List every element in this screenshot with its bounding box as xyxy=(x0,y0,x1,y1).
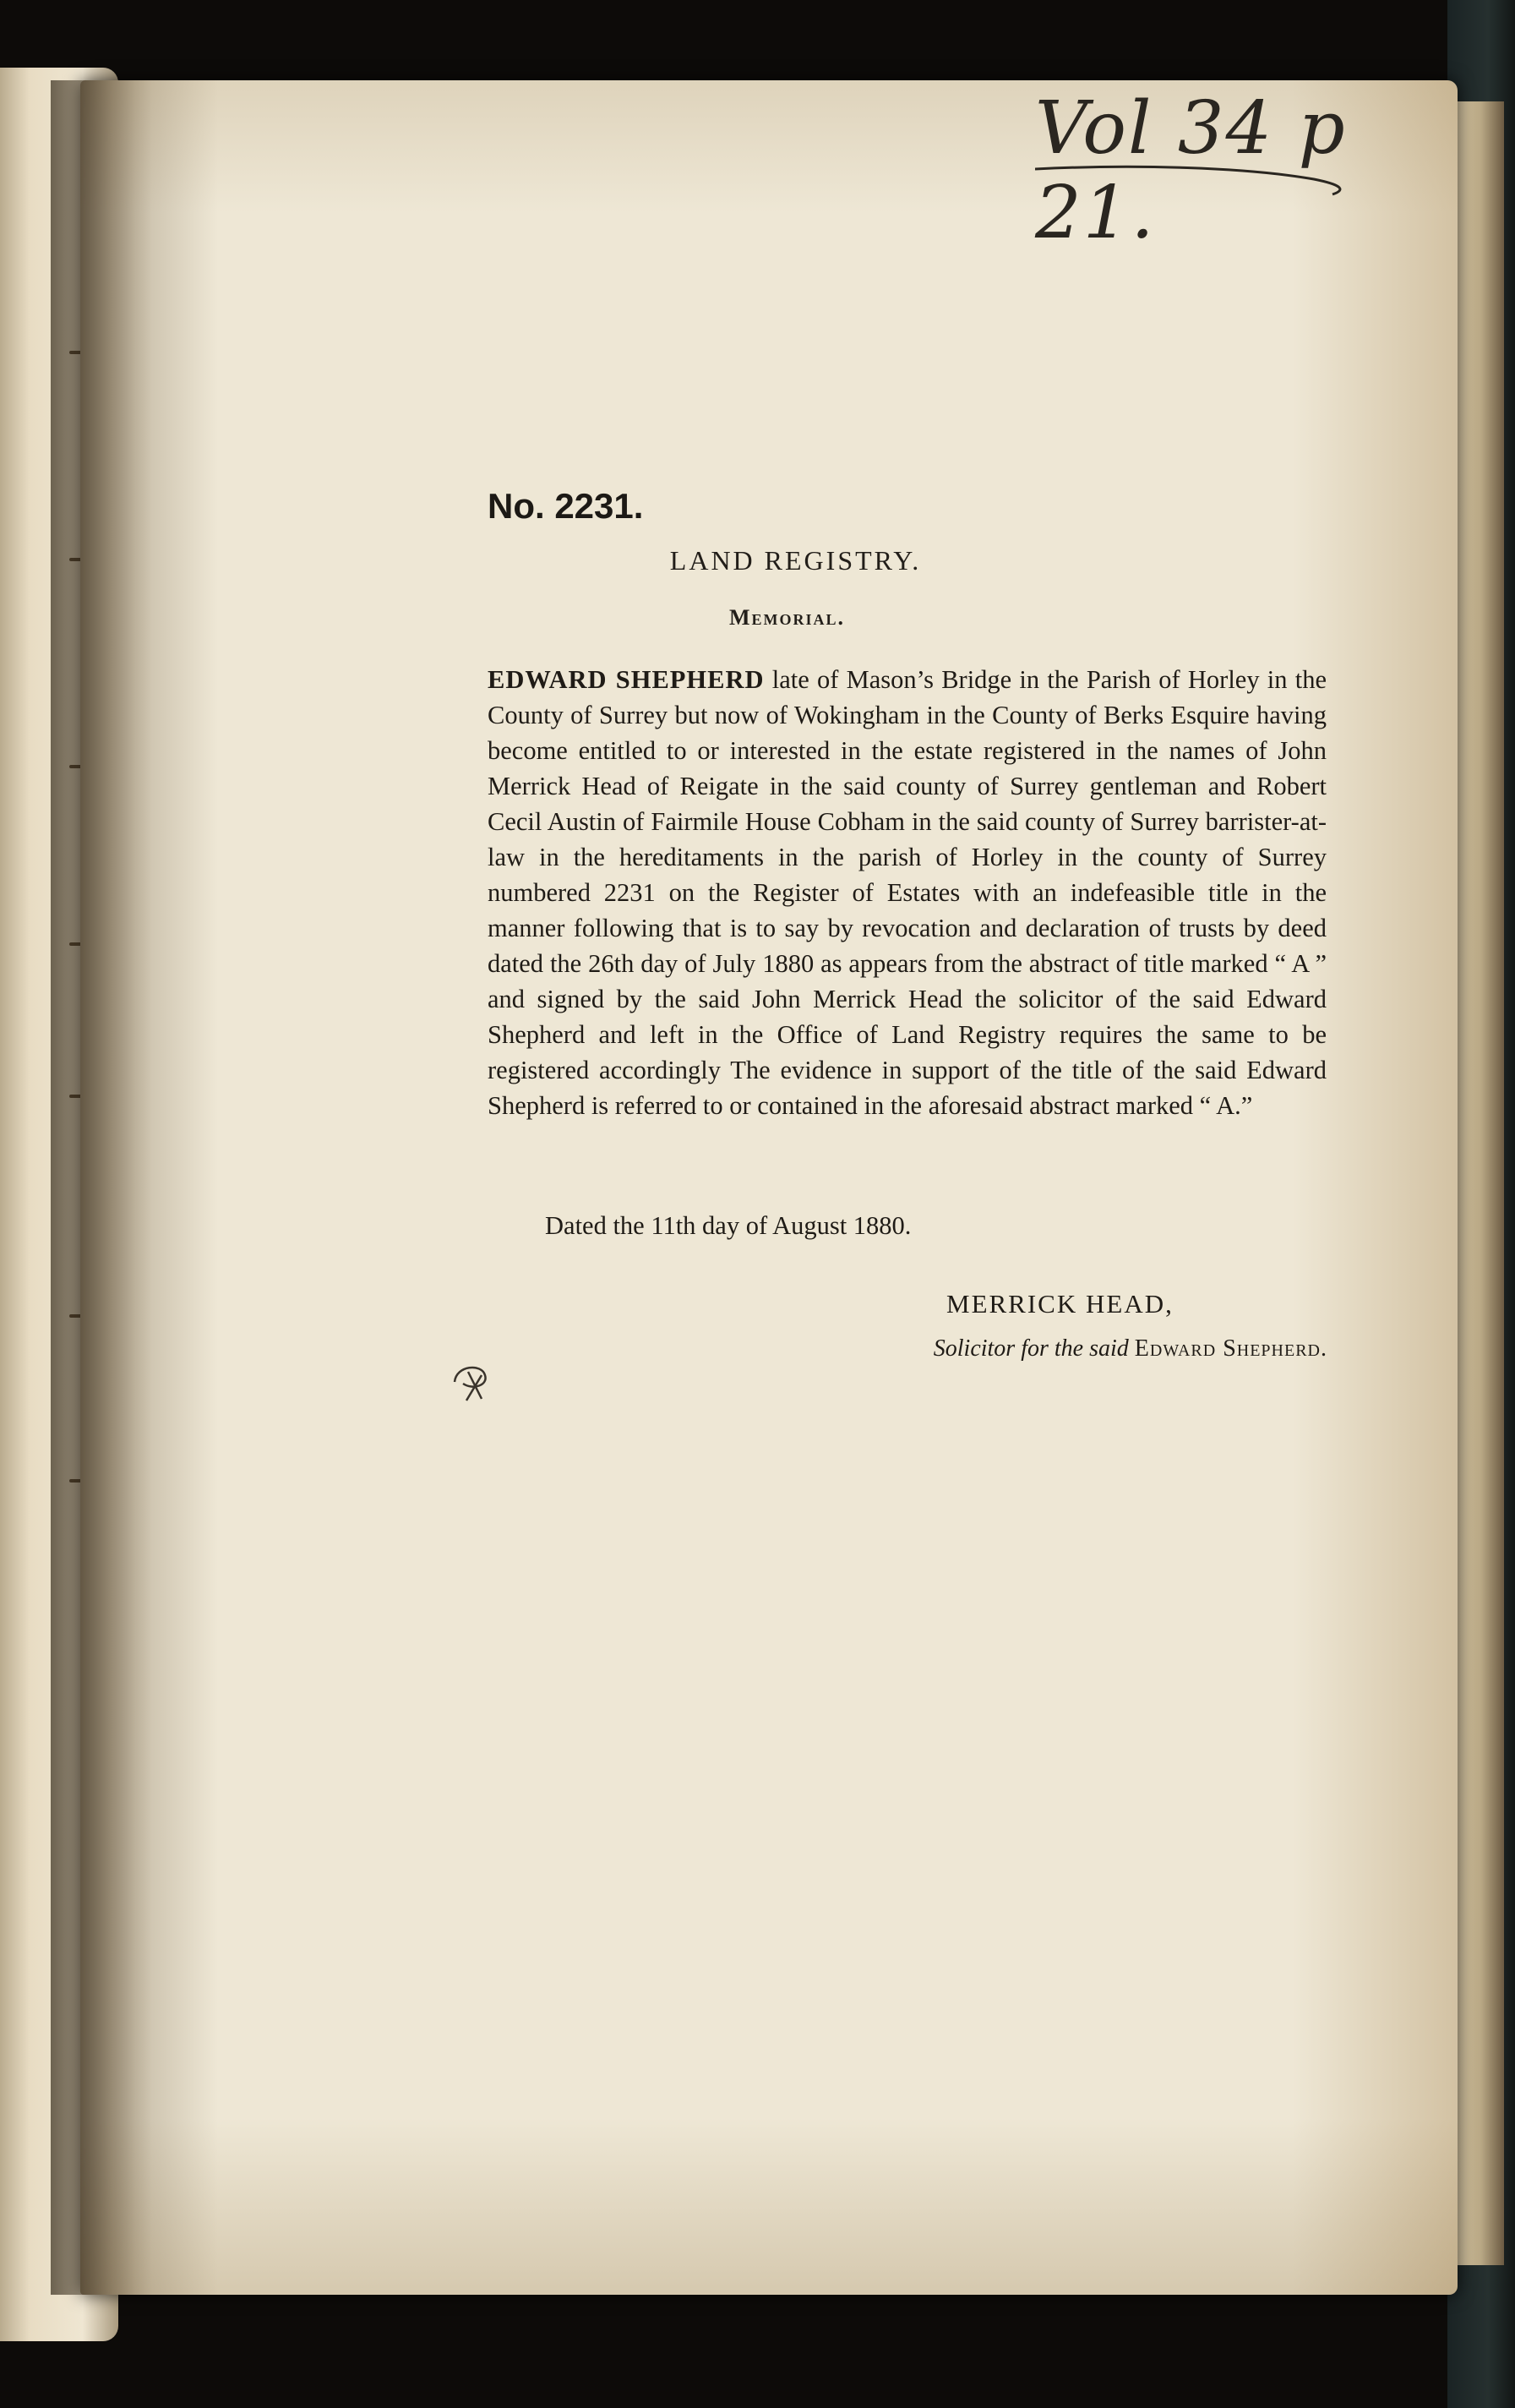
signatory-role-text: Solicitor for the said xyxy=(933,1335,1129,1362)
date-line: Dated the 11th day of August 1880. xyxy=(545,1211,912,1240)
memorial-body xyxy=(488,662,1327,1123)
memorial-lead-name: EDWARD SHEPHERD xyxy=(488,665,765,694)
page-gutter-shadow xyxy=(51,80,152,2295)
document-subtitle: Memorial. xyxy=(728,605,846,630)
handwritten-underline xyxy=(1035,86,1356,205)
handwritten-volume-text: Vol 34 p 21. xyxy=(1035,86,1347,255)
document-title: LAND REGISTRY. xyxy=(669,545,922,576)
handwritten-volume-reference xyxy=(1035,86,1356,255)
signatory-name: MERRICK HEAD, xyxy=(946,1289,1174,1319)
signatory-role xyxy=(934,1335,1327,1362)
document-number: No. 2231. xyxy=(488,486,644,526)
memorial-text: late of Mason’s Bridge in the Parish of Horley in the County of Surrey but now of Wokingham in the County of Berks Esquire having become entitled to or interested in the estate registered in the names of John Merrick Head of Reigate in the said county of Surrey gentleman and Robert Cecil Austin of Fairmile House Cobham in the said county of Surrey barrister-at-law in the hereditaments in the parish of Horley in the county of Surrey numbered 2231 on the Register of Estates with an indefeasible title in the manner following that is to say by revocation and declaration of trusts by deed dated the 26th day of July 1880 as appears from the abstract of title marked “ A ” and signed by the said John Merrick Head the solicitor of the said Edward Shepherd and left in the Office of Land Registry requires the same to be registered accordingly The evidence in support of the title of the said Edward Shepherd is referred to or contained in the aforesaid abstract marked “ A.” xyxy=(488,665,1327,1120)
document-page xyxy=(80,80,1458,2295)
pencil-annotation-mark xyxy=(448,1357,499,1407)
signatory-client-name: Edward Shepherd. xyxy=(1134,1335,1327,1362)
